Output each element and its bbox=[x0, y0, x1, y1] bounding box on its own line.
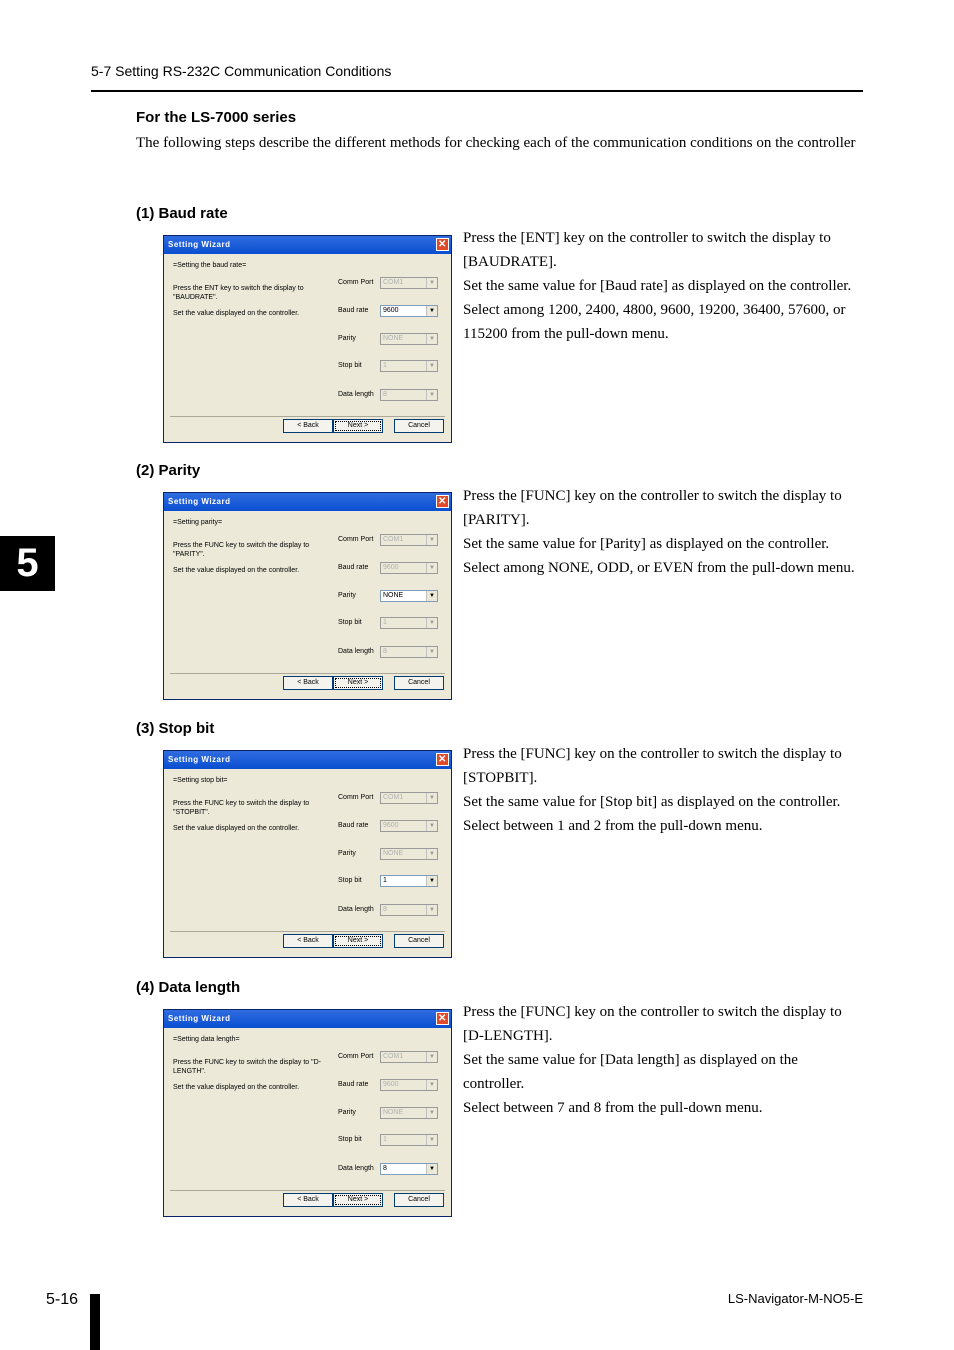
back-button[interactable]: < Back bbox=[283, 419, 333, 433]
parity-label: Parity bbox=[338, 592, 356, 599]
stop-bit-select: 1 ▼ bbox=[380, 617, 438, 629]
parity-select: NONE ▼ bbox=[380, 1107, 438, 1119]
chapter-tab: 5 bbox=[0, 536, 55, 591]
step-text: Press the [FUNC] key on the controller to switch the display to [PARITY]. bbox=[463, 488, 842, 528]
dialog-titlebar bbox=[164, 1010, 451, 1028]
dialog-title: Setting Wizard bbox=[168, 755, 231, 764]
comm-port-label: Comm Port bbox=[338, 1053, 374, 1060]
setting-wizard-dialog-stop-bit bbox=[163, 750, 452, 958]
comm-port-label: Comm Port bbox=[338, 536, 374, 543]
step-text: Select among 1200, 2400, 4800, 9600, 19200, 36400, 57600, or 115200 from the pull-down menu. bbox=[463, 302, 846, 342]
chevron-down-icon: ▼ bbox=[426, 334, 437, 344]
next-button[interactable]: Next > bbox=[333, 419, 383, 433]
parity-label: Parity bbox=[338, 850, 356, 857]
chevron-down-icon: ▼ bbox=[426, 821, 437, 831]
comm-port-label: Comm Port bbox=[338, 279, 374, 286]
data-length-label: Data length bbox=[338, 648, 374, 655]
close-icon[interactable]: ✕ bbox=[436, 1012, 449, 1025]
baud-rate-select: 9600 ▼ bbox=[380, 1079, 438, 1091]
data-length-label: Data length bbox=[338, 1165, 374, 1172]
dialog-subtitle: =Setting parity= bbox=[173, 519, 223, 526]
chevron-down-icon: ▼ bbox=[426, 1052, 437, 1062]
baud-rate-label: Baud rate bbox=[338, 1081, 369, 1088]
dialog-instruction: Press the ENT key to switch the display to "BAUDRATE". bbox=[173, 285, 304, 301]
step-description-stop-bit bbox=[463, 742, 858, 838]
chevron-down-icon[interactable]: ▼ bbox=[426, 591, 437, 601]
dialog-titlebar bbox=[164, 493, 451, 511]
baud-rate-select: 9600 ▼ bbox=[380, 562, 438, 574]
stop-bit-label: Stop bit bbox=[338, 877, 362, 884]
chevron-down-icon: ▼ bbox=[426, 905, 437, 915]
chevron-down-icon: ▼ bbox=[426, 849, 437, 859]
stop-bit-select: 1 ▼ bbox=[380, 1134, 438, 1146]
back-button[interactable]: < Back bbox=[283, 934, 333, 948]
dialog-instruction: Press the FUNC key to switch the display to "PARITY". bbox=[173, 542, 310, 558]
step-text: Set the same value for [Baud rate] as displayed on the controller. bbox=[463, 278, 852, 294]
next-button[interactable]: Next > bbox=[333, 1193, 383, 1207]
comm-port-label: Comm Port bbox=[338, 794, 374, 801]
data-length-select: 8 ▼ bbox=[380, 389, 438, 401]
cancel-button[interactable]: Cancel bbox=[394, 419, 444, 433]
step-description-data-length bbox=[463, 1000, 858, 1120]
parity-select: NONE ▼ bbox=[380, 333, 438, 345]
next-button[interactable]: Next > bbox=[333, 676, 383, 690]
step-text: Set the same value for [Data length] as displayed on the controller. bbox=[463, 1052, 798, 1092]
parity-select: NONE ▼ bbox=[380, 848, 438, 860]
dialog-instruction-2: Set the value displayed on the controller. bbox=[173, 825, 300, 832]
chevron-down-icon: ▼ bbox=[426, 1108, 437, 1118]
baud-rate-select[interactable]: 9600 ▼ bbox=[380, 305, 438, 317]
setting-wizard-dialog-parity bbox=[163, 492, 452, 700]
data-length-select[interactable]: 8 ▼ bbox=[380, 1163, 438, 1175]
section-heading: For the LS-7000 series bbox=[136, 109, 297, 126]
header-rule bbox=[91, 90, 863, 92]
step-text: Press the [ENT] key on the controller to switch the display to [BAUDRATE]. bbox=[463, 230, 831, 270]
dialog-subtitle: =Setting stop bit= bbox=[173, 777, 228, 784]
baud-rate-select: 9600 ▼ bbox=[380, 820, 438, 832]
comm-port-select: COM1 ▼ bbox=[380, 792, 438, 804]
chevron-down-icon: ▼ bbox=[426, 278, 437, 288]
chevron-down-icon: ▼ bbox=[426, 647, 437, 657]
dialog-instruction: Press the FUNC key to switch the display to "D-LENGTH". bbox=[173, 1059, 321, 1075]
setting-wizard-dialog-data-length bbox=[163, 1009, 452, 1217]
running-header: 5-7 Setting RS-232C Communication Conditions bbox=[91, 63, 392, 79]
back-button[interactable]: < Back bbox=[283, 676, 333, 690]
step-text: Press the [FUNC] key on the controller to switch the display to [D-LENGTH]. bbox=[463, 1004, 842, 1044]
step-title-data-length: (4) Data length bbox=[136, 979, 241, 996]
step-text: Press the [FUNC] key on the controller to switch the display to [STOPBIT]. bbox=[463, 746, 842, 786]
dialog-title: Setting Wizard bbox=[168, 240, 231, 249]
chevron-down-icon[interactable]: ▼ bbox=[426, 1164, 437, 1174]
close-icon[interactable]: ✕ bbox=[436, 238, 449, 251]
page-number: 5-16 bbox=[46, 1291, 79, 1308]
chevron-down-icon[interactable]: ▼ bbox=[426, 876, 437, 886]
chevron-down-icon: ▼ bbox=[426, 390, 437, 400]
chevron-down-icon: ▼ bbox=[426, 1080, 437, 1090]
intro-paragraph: The following steps describe the different methods for checking each of the communication conditions on the controller bbox=[136, 135, 856, 151]
dialog-instruction-2: Set the value displayed on the controller. bbox=[173, 1084, 300, 1091]
next-button[interactable]: Next > bbox=[333, 934, 383, 948]
close-icon[interactable]: ✕ bbox=[436, 753, 449, 766]
parity-select[interactable]: NONE ▼ bbox=[380, 590, 438, 602]
step-title-stop-bit: (3) Stop bit bbox=[136, 720, 215, 737]
dialog-instruction-2: Set the value displayed on the controller. bbox=[173, 567, 300, 574]
dialog-separator bbox=[170, 673, 445, 674]
step-text: Select between 1 and 2 from the pull-down menu. bbox=[463, 818, 763, 834]
comm-port-select: COM1 ▼ bbox=[380, 534, 438, 546]
comm-port-select: COM1 ▼ bbox=[380, 1051, 438, 1063]
parity-label: Parity bbox=[338, 335, 356, 342]
baud-rate-label: Baud rate bbox=[338, 822, 369, 829]
chevron-down-icon: ▼ bbox=[426, 793, 437, 803]
dialog-separator bbox=[170, 1190, 445, 1191]
chevron-down-icon: ▼ bbox=[426, 1135, 437, 1145]
data-length-select: 8 ▼ bbox=[380, 904, 438, 916]
cancel-button[interactable]: Cancel bbox=[394, 934, 444, 948]
data-length-select: 8 ▼ bbox=[380, 646, 438, 658]
dialog-instruction-2: Set the value displayed on the controller. bbox=[173, 310, 300, 317]
back-button[interactable]: < Back bbox=[283, 1193, 333, 1207]
baud-rate-label: Baud rate bbox=[338, 307, 369, 314]
step-title-baud-rate: (1) Baud rate bbox=[136, 205, 228, 222]
chevron-down-icon: ▼ bbox=[426, 361, 437, 371]
chevron-down-icon: ▼ bbox=[426, 618, 437, 628]
step-title-parity: (2) Parity bbox=[136, 462, 201, 479]
chevron-down-icon[interactable]: ▼ bbox=[426, 306, 437, 316]
baud-rate-label: Baud rate bbox=[338, 564, 369, 571]
step-description-baud-rate bbox=[463, 226, 858, 346]
dialog-titlebar bbox=[164, 751, 451, 769]
stop-bit-label: Stop bit bbox=[338, 619, 362, 626]
cancel-button[interactable]: Cancel bbox=[394, 676, 444, 690]
stop-bit-select: 1 ▼ bbox=[380, 360, 438, 372]
data-length-label: Data length bbox=[338, 906, 374, 913]
setting-wizard-dialog-baud-rate bbox=[163, 235, 452, 443]
dialog-separator bbox=[170, 416, 445, 417]
close-icon[interactable]: ✕ bbox=[436, 495, 449, 508]
page-number-bar bbox=[90, 1294, 100, 1350]
cancel-button[interactable]: Cancel bbox=[394, 1193, 444, 1207]
dialog-title: Setting Wizard bbox=[168, 1014, 231, 1023]
dialog-title: Setting Wizard bbox=[168, 497, 231, 506]
stop-bit-label: Stop bit bbox=[338, 1136, 362, 1143]
stop-bit-select[interactable]: 1 ▼ bbox=[380, 875, 438, 887]
dialog-subtitle: =Setting data length= bbox=[173, 1036, 240, 1043]
chevron-down-icon: ▼ bbox=[426, 563, 437, 573]
stop-bit-label: Stop bit bbox=[338, 362, 362, 369]
dialog-separator bbox=[170, 931, 445, 932]
step-description-parity bbox=[463, 484, 858, 580]
data-length-label: Data length bbox=[338, 391, 374, 398]
comm-port-select: COM1 ▼ bbox=[380, 277, 438, 289]
document-code: LS-Navigator-M-NO5-E bbox=[727, 1291, 863, 1306]
parity-label: Parity bbox=[338, 1109, 356, 1116]
dialog-subtitle: =Setting the baud rate= bbox=[173, 262, 247, 269]
chevron-down-icon: ▼ bbox=[426, 535, 437, 545]
step-text: Set the same value for [Stop bit] as displayed on the controller. bbox=[463, 794, 841, 810]
dialog-titlebar bbox=[164, 236, 451, 254]
step-text: Select between 7 and 8 from the pull-down menu. bbox=[463, 1100, 763, 1116]
step-text: Select among NONE, ODD, or EVEN from the pull-down menu. bbox=[463, 560, 855, 576]
dialog-instruction: Press the FUNC key to switch the display to "STOPBIT". bbox=[173, 800, 310, 816]
step-text: Set the same value for [Parity] as displayed on the controller. bbox=[463, 536, 830, 552]
